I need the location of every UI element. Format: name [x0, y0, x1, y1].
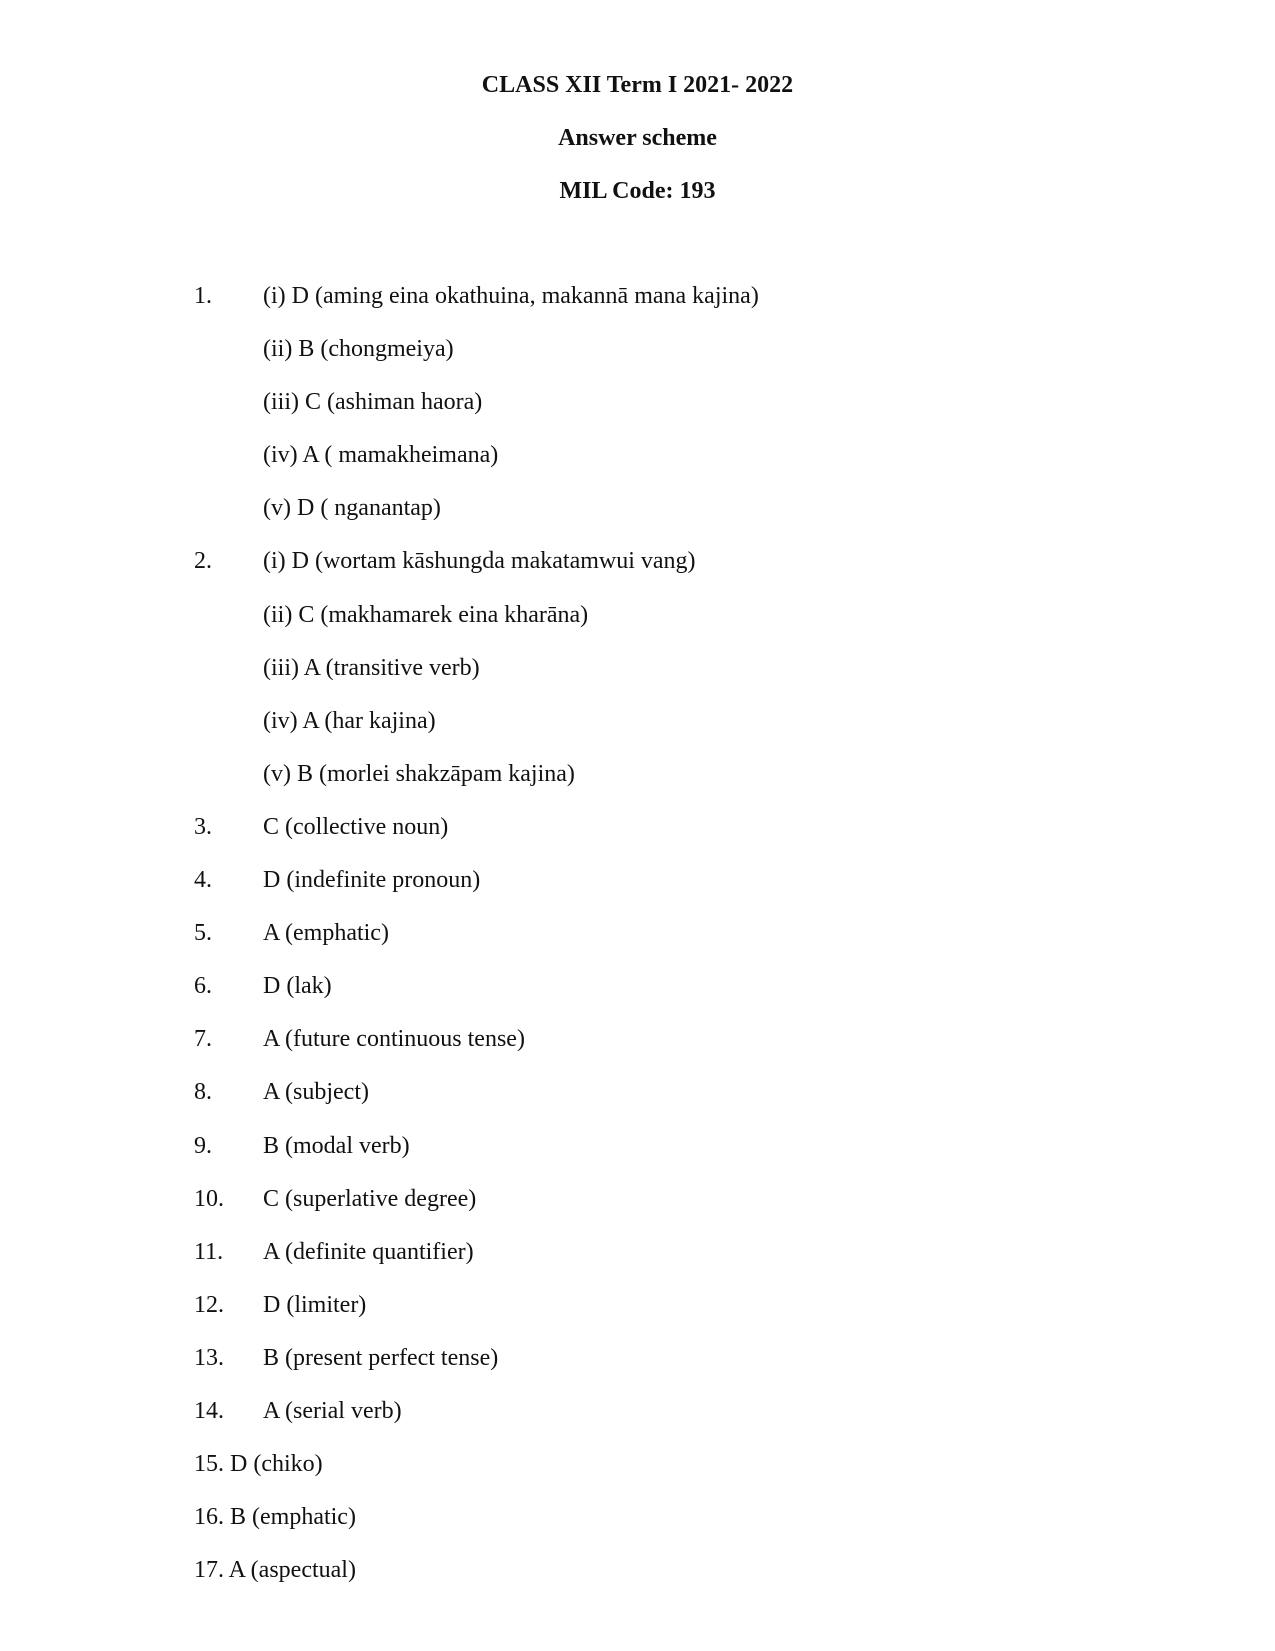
answer-text: B (modal verb) [263, 1132, 410, 1159]
answer-text: B (present perfect tense) [263, 1344, 499, 1371]
answer-row-inline [0, 1449, 1275, 1502]
answer-row [0, 440, 1275, 493]
answer-row [0, 387, 1275, 440]
answer-text: A (definite quantifier) [263, 1238, 474, 1265]
answer-row [0, 1131, 1275, 1184]
question-number: 13. [194, 1344, 224, 1371]
question-number: 2. [194, 548, 212, 575]
answer-text: (iv) A (har kajina) [263, 707, 436, 734]
answer-row [0, 759, 1275, 812]
question-number: 4. [194, 867, 212, 894]
answer-row-inline [0, 1555, 1275, 1608]
question-number: 9. [194, 1132, 212, 1159]
answer-row [0, 812, 1275, 865]
answer-text: D (limiter) [263, 1291, 367, 1318]
answer-row [0, 1024, 1275, 1077]
question-number: 1. [194, 283, 212, 309]
question-number: 8. [194, 1079, 212, 1106]
answer-text: A (future continuous tense) [263, 1026, 525, 1053]
answer-text: C (superlative degree) [263, 1185, 477, 1212]
answer-row [0, 706, 1275, 759]
answer-inline-text: 17. A (aspectual) [194, 1557, 356, 1584]
answer-text: (i) D (aming eina okathuina, makannā mana kajina) [263, 283, 759, 309]
question-number: 12. [194, 1291, 224, 1318]
question-number: 11. [194, 1238, 224, 1265]
answer-text: (v) B (morlei shakzāpam kajina) [263, 760, 575, 787]
question-number: 10. [194, 1185, 224, 1212]
document-title: CLASS XII Term I 2021- 2022 [481, 72, 794, 98]
answer-text: (iii) C (ashiman haora) [263, 389, 483, 416]
answer-row [0, 1237, 1275, 1290]
subject-code: MIL Code: 193 [559, 178, 716, 204]
answer-row [0, 546, 1275, 599]
answer-text: A (subject) [263, 1079, 369, 1106]
answer-row [0, 1184, 1275, 1237]
answer-text: (ii) B (chongmeiya) [263, 336, 454, 363]
answer-text: (ii) C (makhamarek eina kharāna) [263, 601, 589, 628]
answer-row [0, 865, 1275, 918]
answer-row [0, 493, 1275, 546]
answer-text: D (indefinite pronoun) [263, 867, 481, 894]
answer-row [0, 1077, 1275, 1130]
answer-text: D (lak) [263, 973, 332, 1000]
answer-text: (iii) A (transitive verb) [263, 654, 480, 681]
answer-list [0, 281, 1275, 1608]
answer-row [0, 1343, 1275, 1396]
answer-text: A (emphatic) [263, 920, 389, 947]
answer-row [0, 1290, 1275, 1343]
answer-text: (i) D (wortam kāshungda makatamwui vang) [263, 548, 696, 575]
question-number: 14. [194, 1397, 224, 1424]
answer-text: (iv) A ( mamakheimana) [263, 442, 499, 469]
answer-row [0, 1396, 1275, 1449]
answer-row [0, 281, 1275, 334]
answer-row [0, 600, 1275, 653]
answer-row [0, 918, 1275, 971]
answer-inline-text: 15. D (chiko) [194, 1451, 323, 1478]
answer-inline-text: 16. B (emphatic) [194, 1504, 356, 1531]
question-number: 3. [194, 813, 212, 840]
question-number: 7. [194, 1026, 212, 1053]
answer-text: C (collective noun) [263, 813, 449, 840]
question-number: 5. [194, 920, 212, 947]
answer-row [0, 653, 1275, 706]
answer-row [0, 971, 1275, 1024]
answer-row-inline [0, 1502, 1275, 1555]
document-subtitle: Answer scheme [558, 125, 717, 151]
answer-text: (v) D ( nganantap) [263, 495, 441, 522]
question-number: 6. [194, 973, 212, 1000]
answer-text: A (serial verb) [263, 1397, 402, 1424]
answer-row [0, 334, 1275, 387]
